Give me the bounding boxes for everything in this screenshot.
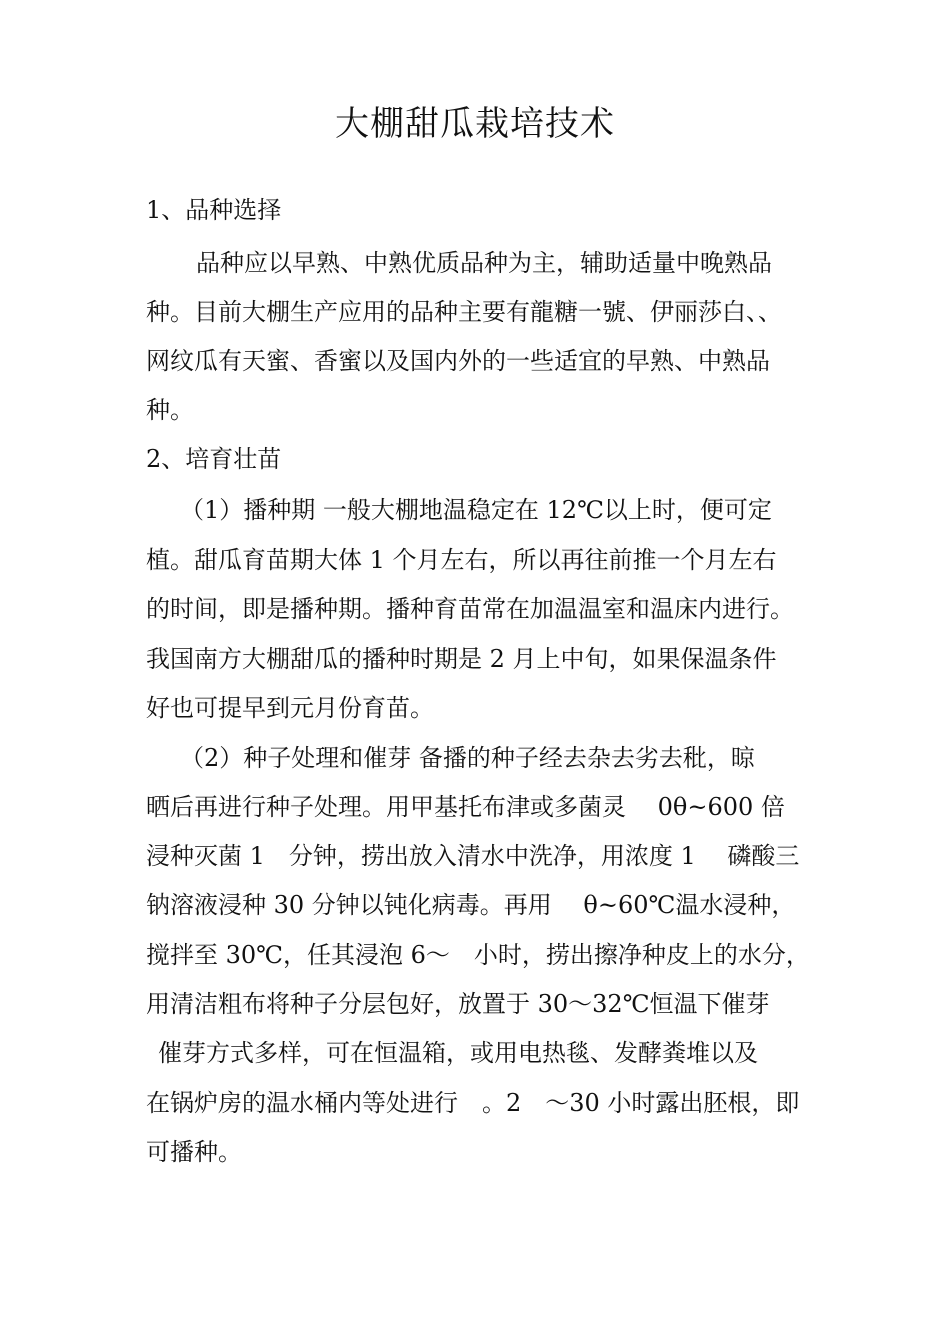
paragraph-line: 的时间，即是播种期。播种育苗常在加温温室和温床内进行。	[146, 595, 794, 623]
paragraph-line: （2）种子处理和催芽 备播的种子经去杂去劣去秕，晾	[180, 744, 755, 772]
paragraph-line: 种。目前大棚生产应用的品种主要有龍糖一號、伊丽莎白、、	[146, 298, 782, 326]
paragraph-line: 品种应以早熟、中熟优质品种为主，辅助适量中晚熟品	[196, 249, 772, 277]
paragraph-line: 浸种灭菌 1 分钟，捞出放入清水中洗净，用浓度 1 磷酸三	[146, 842, 800, 870]
paragraph-line: 我国南方大棚甜瓜的播种时期是 2 月上中旬，如果保温条件	[146, 645, 777, 673]
paragraph-line: 晒后再进行种子处理。用甲基托布津或多菌灵 0θ~600 倍	[146, 793, 785, 821]
paragraph-line: 可播种。	[146, 1138, 242, 1166]
paragraph-line: 好也可提早到元月份育苗。	[146, 694, 434, 722]
paragraph-line: 种。	[146, 396, 194, 424]
section-heading-2: 2、培育壮苗	[146, 445, 282, 473]
paragraph-line: 植。甜瓜育苗期大体 1 个月左右，所以再往前推一个月左右	[146, 546, 777, 574]
section-heading-1: 1、品种选择	[146, 196, 282, 224]
paragraph-line: 网纹瓜有天蜜、香蜜以及国内外的一些适宜的早熟、中熟品	[146, 347, 770, 375]
paragraph-line: 搅拌至 30℃，任其浸泡 6～ 小时，捞出擦净种皮上的水分，	[146, 941, 810, 969]
paragraph-line: 钠溶液浸种 30 分钟以钝化病毒。再用 θ~60℃温水浸种，	[146, 891, 796, 919]
paragraph-line: 在锅炉房的温水桶内等处进行 。2 ～30 小时露出胚根，即	[146, 1089, 800, 1117]
paragraph-line: 催芽方式多样，可在恒温箱，或用电热毯、发酵粪堆以及	[158, 1039, 758, 1067]
paragraph-line: （1）播种期 一般大棚地温稳定在 12℃以上时，便可定	[180, 496, 772, 524]
document-title: 大棚甜瓜栽培技术	[335, 104, 615, 144]
paragraph-line: 用清洁粗布将种子分层包好，放置于 30～32℃恒温下催芽	[146, 990, 770, 1018]
